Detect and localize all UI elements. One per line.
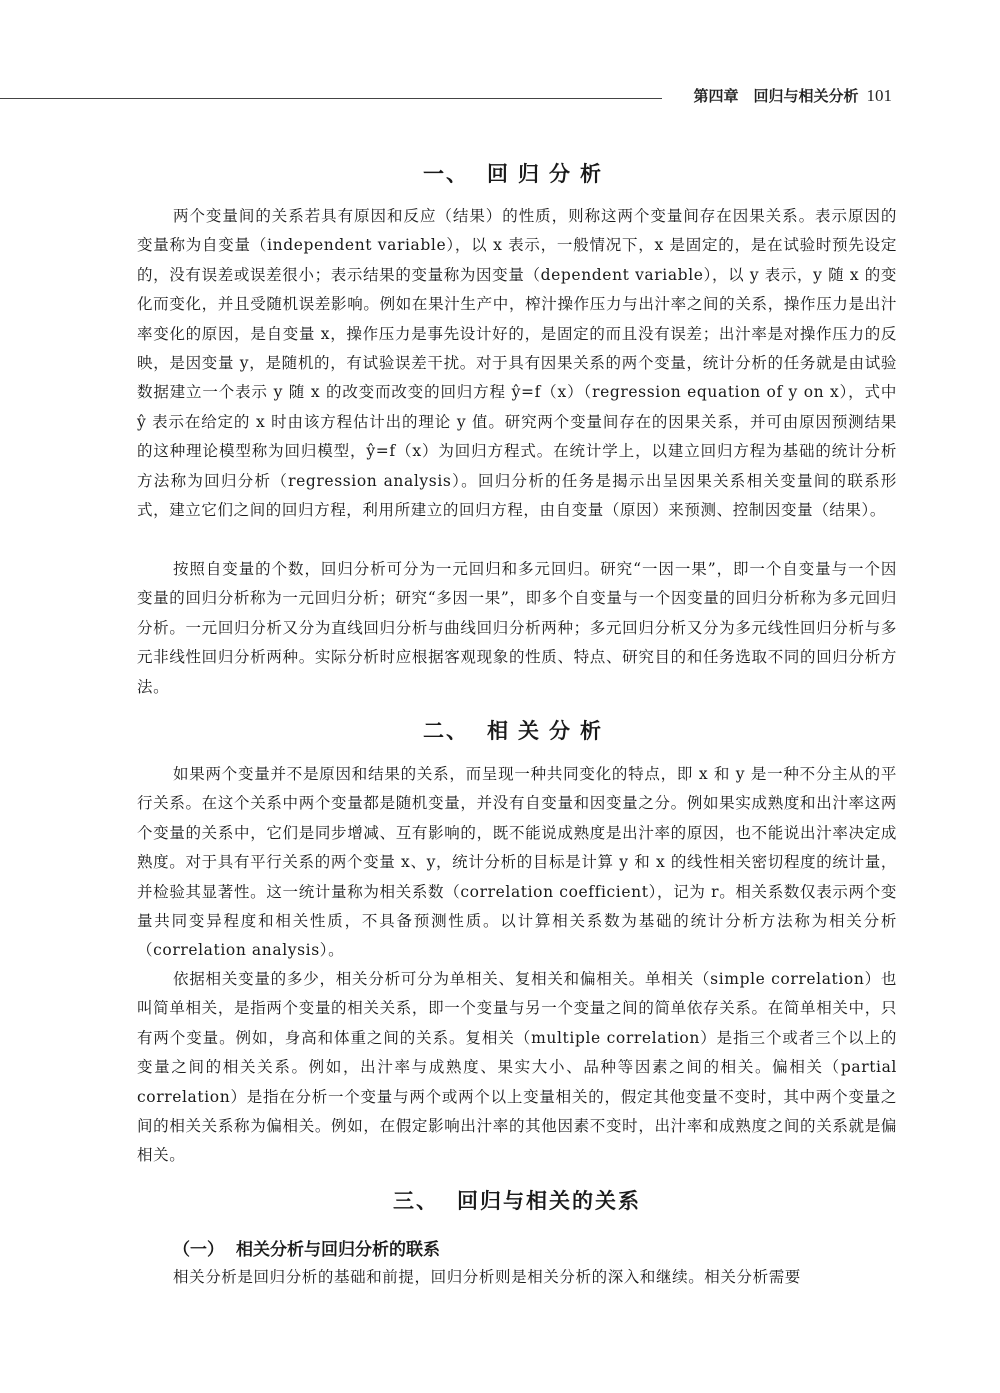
paragraph-correlation-definition: 如果两个变量并不是原因和结果的关系，而呈现一种共同变化的特点，即 x 和 y 是一种不分主从的平行关系。在这个关系中两个变量都是随机变量，并没有自变量和因变量之分。例如果实成熟度和出汁率这两个变量的关系中，它们是同步增减、互有影响的，既不能说成熟度是出汁率的原因，也不能说出汁率决定成熟度。对于具有平行关系的两个变量 x、y，统计分析的目标是计算 y 和 x 的线性相关密切程度的统计量，并检验其显著性。这一统计量称为相关系数（correlation coefficient），记为 r。相关系数仅表示两个变量共同变异程度和相关性质，不具备预测性质。以计算相关系数为基础的统计分析方法称为相关分析（correlation analysis）。 — [137, 765, 897, 960]
paragraph-regression-types: 按照自变量的个数，回归分析可分为一元回归和多元回归。研究“一因一果”，即一个自变量与一个因变量的回归分析称为一元回归分析；研究“多因一果”，即多个自变量与一个因变量的回归分析称为多元回归分析。一元回归分析又分为直线回归分析与曲线回归分析两种；多元回归分析又分为多元线性回归分析与多元非线性回归分析两种。实际分析时应根据客观现象的性质、特点、研究目的和任务选取不同的回归分析方法。 — [137, 560, 897, 696]
section-heading-3 — [137, 1185, 897, 1215]
section-title: 相关分析 — [487, 718, 611, 743]
paragraph-correlation-types: 依据相关变量的多少，相关分析可分为单相关、复相关和偏相关。单相关（simple correlation）也叫简单相关，是指两个变量的相关关系，即一个变量与另一个变量之间的简单依存关系。在简单相关中，只有两个变量。例如，身高和体重之间的关系。复相关（multiple correlation）是指三个或者三个以上的变量之间的相关关系。例如，出汁率与成熟度、果实大小、品种等因素之间的相关。偏相关（partial correlation）是指在分析一个变量与两个或两个以上变量相关的，假定其他变量不变时，其中两个变量之间的相关关系称为偏相关。例如，在假定影响出汁率的其他因素不变时，出汁率和成熟度之间的关系就是偏相关。 — [137, 970, 897, 1165]
section-heading-1 — [137, 158, 897, 188]
paragraph-relationship: 相关分析是回归分析的基础和前提，回归分析则是相关分析的深入和继续。相关分析需要 — [173, 1268, 801, 1286]
section-number: 三、 — [393, 1188, 439, 1213]
subsection-heading — [173, 1235, 440, 1260]
section-heading-2 — [137, 715, 897, 745]
section-title: 回归与相关的关系 — [457, 1188, 641, 1213]
chapter-title: 第四章 回归与相关分析 — [693, 87, 859, 105]
paragraph-regression-definition: 两个变量间的关系若具有原因和反应（结果）的性质，则称这两个变量间存在因果关系。表示原因的变量称为自变量（independent variable），以 x 表示，一般情况下，x 是固定的，是在试验时预先设定的，没有误差或误差很小；表示结果的变量称为因变量（dependent variable），以 y 表示，y 随 x 的变化而变化，并且受随机误差影响。例如在果汁生产中，榨汁操作压力与出汁率之间的关系，操作压力是出汁率变化的原因，是自变量 x，操作压力是事先设计好的，是固定的而且没有误差；出汁率是对操作压力的反映，是因变量 y，是随机的，有试验误差干扰。对于具有因果关系的两个变量，统计分析的任务就是由试验数据建立一个表示 y 随 x 的改变而改变的回归方程 ŷ=f（x）（regression equation of y on x），式中 ŷ 表示在给定的 x 时由该方程估计出的理论 y 值。研究两个变量间存在的因果关系，并可由原因预测结果的这种理论模型称为回归模型，ŷ=f（x）为回归方程式。在统计学上，以建立回归方程为基础的统计分析方法称为回归分析（regression analysis）。回归分析的任务是揭示出呈因果关系相关变量间的联系形式，建立它们之间的回归方程，利用所建立的回归方程，由自变量（原因）来预测、控制因变量（结果）。 — [137, 207, 897, 520]
section-number: 二、 — [423, 718, 469, 743]
running-head — [666, 85, 892, 106]
page-number: 101 — [866, 86, 892, 105]
subsection-title: 相关分析与回归分析的联系 — [236, 1240, 440, 1260]
header-rule — [0, 98, 662, 99]
subsection-number: （一） — [173, 1240, 224, 1260]
section-number: 一、 — [423, 161, 469, 186]
section-title: 回归分析 — [487, 161, 611, 186]
